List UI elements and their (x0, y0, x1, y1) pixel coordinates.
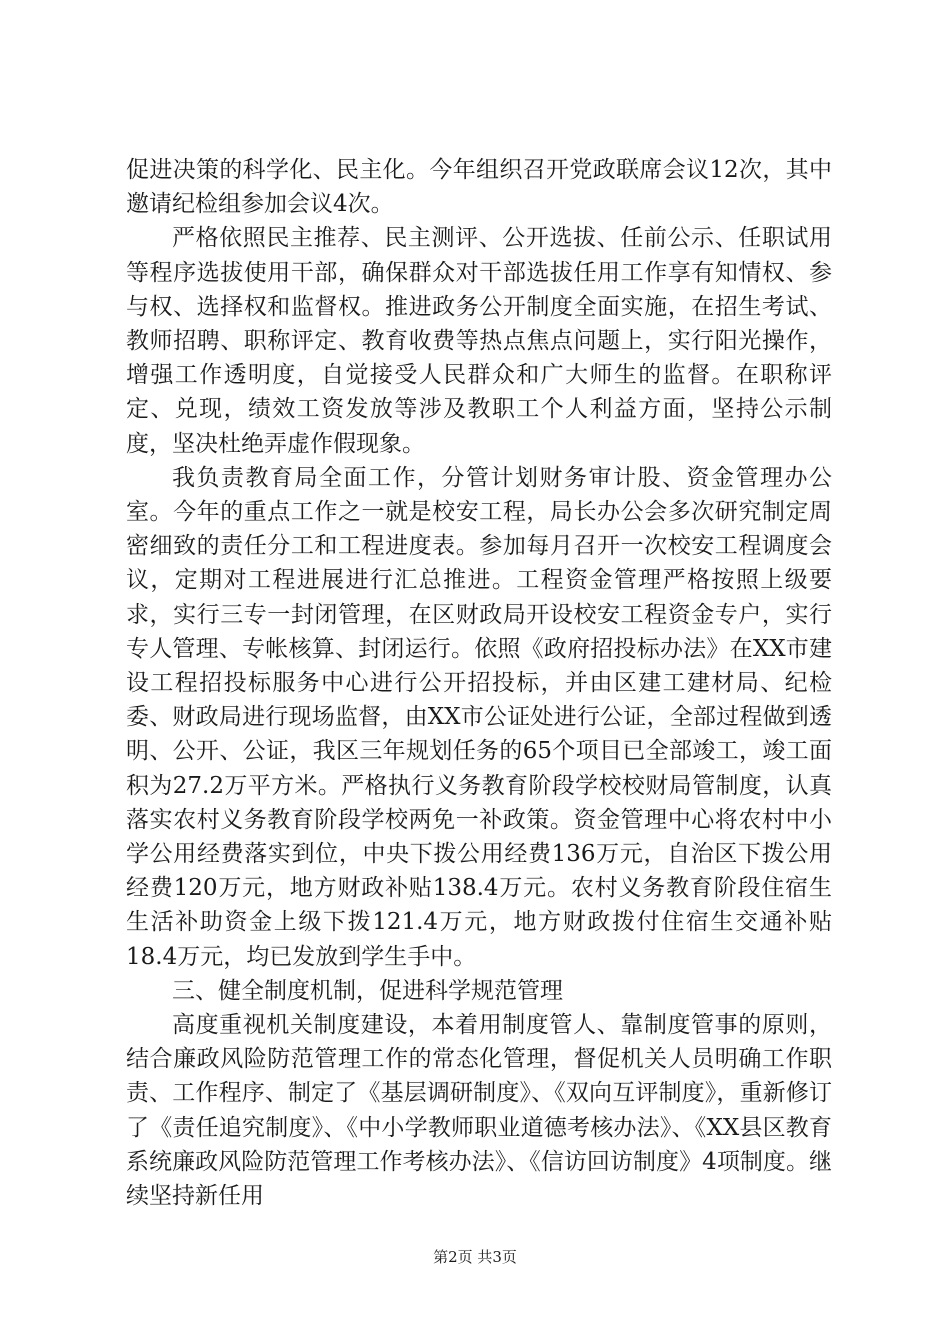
section-heading: 三、健全制度机制，促进科学规范管理 (172, 977, 563, 1004)
page-footer: 第2页 共3页 (433, 1248, 517, 1266)
paragraph-institution-building: 高度重视机关制度建设，本着用制度管人、靠制度管事的原则，结合廉政风险防范管理工作的常态化管理，督促机关人员明确工作职责、工作程序、制定了《基层调研制度》、《双向互评制度》，重新修订了《责任追究制度》、《中小学教师职业道德考核办法》、《XX县区教育系统廉政风险防范管理工作考核办法》、《信访回访制度》4项制度。继续坚持新任用 (126, 1012, 832, 1210)
paragraph-school-safety-project: 我负责教育局全面工作，分管计划财务审计股、资金管理办公室。今年的重点工作之一就是校安工程，局长办公会多次研究制定周密细致的责任分工和工程进度表。参加每月召开一次校安工程调度会议，定期对工程进展进行汇总推进。工程资金管理严格按照上级要求，实行三专一封闭管理，在区财政局开设校安工程资金专户，实行专人管理、专帐核算、封闭运行。依照《政府招投标办法》在XX市建设工程招投标服务中心进行公开招投标，并由区建工建材局、纪检委、财政局进行现场监督，由XX市公证处进行公证，全部过程做到透明、公开、公证，我区三年规划任务的65个项目已全部竣工，竣工面积为27.2万平方米。严格执行义务教育阶段学校校财局管制度，认真落实农村义务教育阶段学校两免一补政策。资金管理中心将农村中小学公用经费落实到位，中央下拨公用经费136万元，自治区下拨公用经费120万元，地方财政补贴138.4万元。农村义务教育阶段住宿生生活补助资金上级下拨121.4万元，地方财政拨付住宿生交通补贴18.4万元，均已发放到学生手中。 (126, 464, 832, 970)
paragraph-cadre-selection: 严格依照民主推荐、民主测评、公开选拔、任前公示、任职试用等程序选拔使用干部，确保群众对干部选拔任用工作享有知情权、参与权、选择权和监督权。推进政务公开制度全面实施，在招生考试、教师招聘、职称评定、教育收费等热点焦点问题上，实行阳光操作，增强工作透明度，自觉接受人民群众和广大师生的监督。在职称评定、兑现，绩效工资发放等涉及教职工个人利益方面，坚持公示制度，坚决杜绝弄虚作假现象。 (126, 225, 832, 457)
paragraph-continuation: 促进决策的科学化、民主化。今年组织召开党政联席会议12次，其中邀请纪检组参加会议4次。 (126, 157, 832, 218)
document-body (126, 153, 832, 1213)
